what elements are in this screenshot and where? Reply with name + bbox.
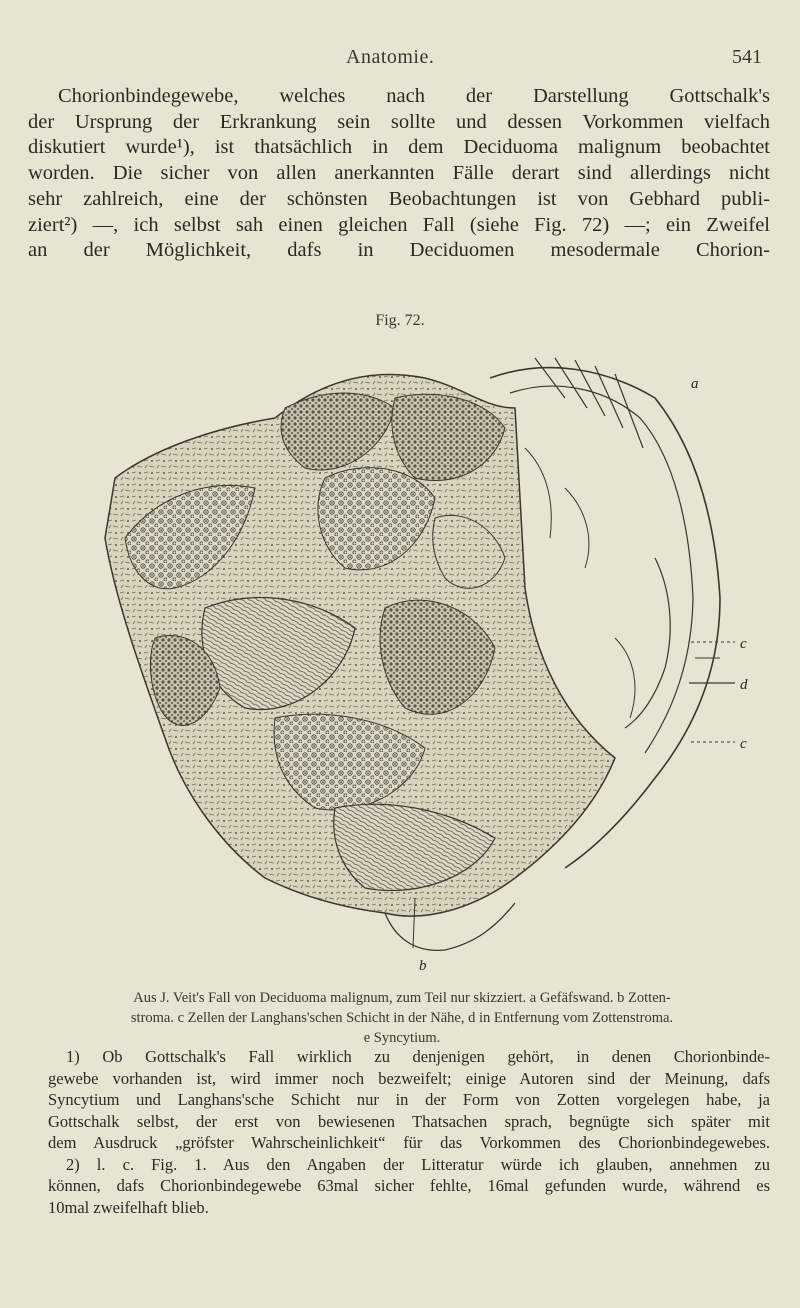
marker-c-lower: c: [740, 736, 747, 752]
marker-d: d: [740, 677, 748, 693]
figure-caption: [32, 988, 772, 1048]
marker-a: a: [691, 376, 699, 392]
footnote-line: Syncytium und Langhans'sche Schicht nur in der Form von Zotten vorgelegen habe, ja: [48, 1090, 770, 1109]
histology-illustration: [95, 338, 760, 978]
page-number: 541: [732, 46, 762, 68]
body-line: ziert²) —, ich selbst sah einen gleichen Fall (siehe Fig. 72) —; ein Zweifel: [28, 213, 770, 236]
footnote-line: Gottschalk selbst, der erst von bewiesenen Thatsachen sprach, begnügte sich später mit: [48, 1111, 770, 1131]
footnote-line: können, dafs Chorionbindegewebe 63mal sicher fehlte, 16mal gefunden wurde, während es: [48, 1176, 770, 1195]
body-line: worden. Die sicher von allen anerkannten Fälle derart sind allerdings nicht: [28, 162, 770, 185]
caption-line: e Syncytium.: [363, 1030, 441, 1046]
body-line: sehr zahlreich, eine der schönsten Beobachtungen ist von Gebhard publi-: [28, 187, 770, 210]
body-line: diskutiert wurde¹), ist thatsächlich in dem Deciduoma malignum beobachtet: [28, 136, 770, 159]
running-head-title: Anatomie.: [346, 46, 435, 68]
body-line: an der Möglichkeit, dafs in Deciduomen mesodermale Chorion-: [28, 239, 770, 262]
footnote-line: gewebe vorhanden ist, wird immer noch bezweifelt; einige Autoren sind der Meinung, dafs: [48, 1068, 770, 1088]
marker-c-upper: c: [740, 636, 747, 652]
footnote-line: dem Ausdruck „gröfster Wahrscheinlichkeit“ für das Vorkommen des Chorionbindegewebes.: [48, 1133, 770, 1152]
caption-line: Aus J. Veit's Fall von Deciduoma malignum, zum Teil nur skizziert. a Gefäfswand. b Zotten-: [133, 990, 671, 1006]
footnote-line: 10mal zweifelhaft blieb.: [48, 1197, 209, 1217]
histology-figure: [95, 338, 760, 978]
body-paragraph: [28, 84, 770, 264]
footnote-line: 1) Ob Gottschalk's Fall wirklich zu denjenigen gehört, in denen Chorionbinde-: [66, 1047, 770, 1066]
figure-label: Fig. 72.: [375, 312, 425, 329]
body-line: Chorionbindegewebe, welches nach der Darstellung Gottschalk's: [58, 85, 770, 107]
footnote-line: 2) l. c. Fig. 1. Aus den Angaben der Litteratur würde ich glauben, annehmen zu: [66, 1154, 770, 1174]
caption-line: stroma. c Zellen der Langhans'schen Schicht in der Nähe, d in Entfernung vom Zottenstroma.: [130, 1010, 674, 1026]
footnote-2: [48, 1154, 770, 1219]
body-line: der Ursprung der Erkrankung sein sollte und dessen Vorkommen vielfach: [28, 110, 770, 133]
marker-b: b: [419, 958, 427, 974]
footnotes: [48, 1046, 770, 1218]
footnote-1: [48, 1046, 770, 1154]
